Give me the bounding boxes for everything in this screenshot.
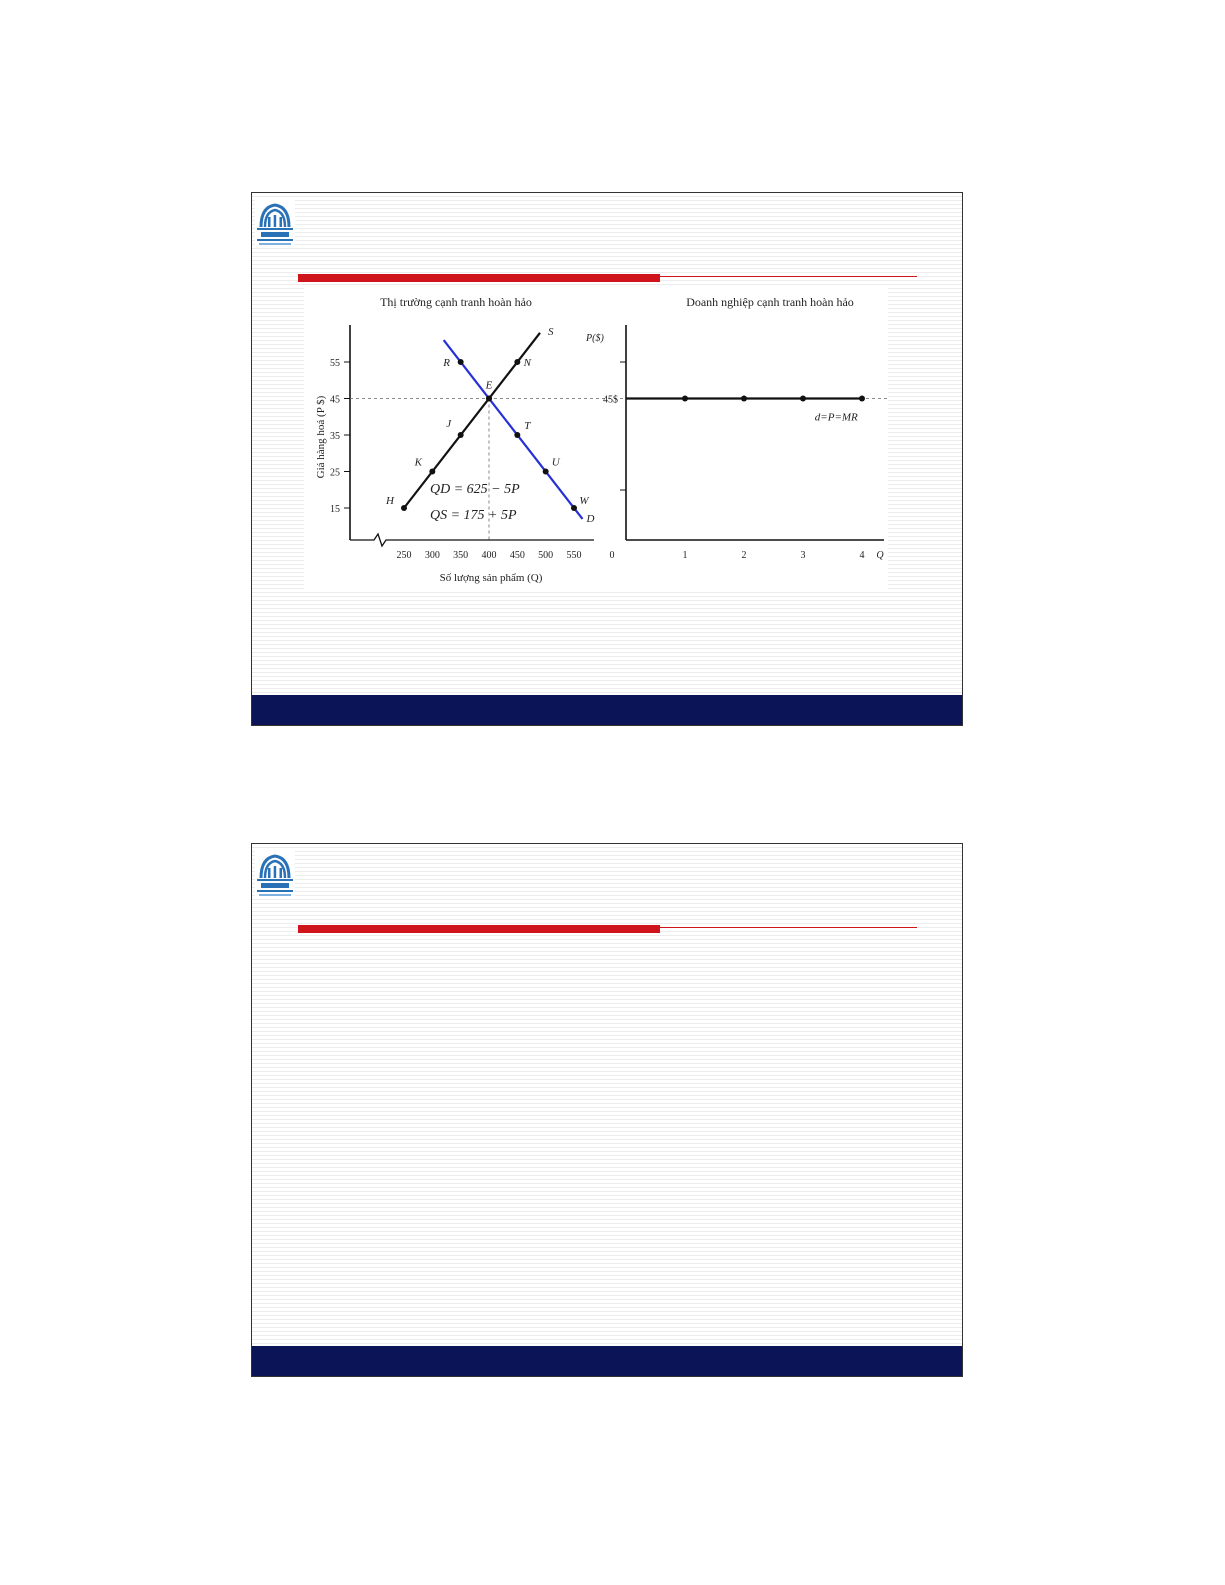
market-x-tick-label: 450 <box>509 550 525 561</box>
firm-series-label: d=P=MR <box>814 411 858 424</box>
market-figure-svg <box>304 285 888 591</box>
slide-footer-bar <box>252 695 962 725</box>
demand-equation: QD = 625 − 5P <box>430 482 520 497</box>
market-y-tick-label: 25 <box>330 467 340 479</box>
supply-point-K <box>429 469 435 475</box>
market-y-tick-label: 45 <box>330 394 340 406</box>
header-rule-thin <box>660 276 917 277</box>
market-x-tick-label: 500 <box>538 550 554 561</box>
firm-x-tick-label: 3 <box>800 550 806 561</box>
firm-x-tick-label: 1 <box>682 550 688 561</box>
university-logo-icon <box>255 197 295 247</box>
point-label-K: K <box>414 456 423 469</box>
market-chart-ylabel: Giá hàng hoá (P $) <box>315 395 327 479</box>
demand-point-W <box>571 505 577 511</box>
point-label-U: U <box>551 456 560 469</box>
firm-x-tick-label: 4 <box>859 550 865 561</box>
point-label-R: R <box>443 357 451 369</box>
demand-point-T <box>514 432 520 438</box>
demand-point-E <box>486 396 492 402</box>
supply-label: S <box>548 325 554 338</box>
firm-chart-title: Doanh nghiệp cạnh tranh hoàn hảo <box>686 295 854 309</box>
supply-point-H <box>401 505 407 511</box>
market-figure <box>304 285 888 591</box>
firm-chart-ylabel: P($) <box>586 333 604 344</box>
header-rule-thick <box>298 925 660 933</box>
point-label-T: T <box>524 420 531 432</box>
demand-label: D <box>586 512 595 525</box>
firm-x-axis-label: Q <box>876 550 884 561</box>
firm-point-1 <box>682 396 688 402</box>
firm-point-4 <box>859 396 865 402</box>
firm-point-2 <box>741 396 747 402</box>
market-x-tick-label: 300 <box>424 550 440 561</box>
point-label-W: W <box>579 495 589 507</box>
market-y-tick-label: 55 <box>330 358 340 369</box>
firm-point-3 <box>800 396 806 402</box>
slide-1 <box>251 192 963 726</box>
market-y-tick-label: 15 <box>330 504 340 515</box>
point-label-H: H <box>386 495 394 507</box>
market-y-tick-label: 35 <box>330 431 340 442</box>
header-rule-thin <box>660 927 917 928</box>
slide-footer-bar <box>252 1346 962 1376</box>
demand-point-R <box>458 359 464 365</box>
market-x-tick-label: 550 <box>566 550 582 561</box>
market-chart-title: Thị trường cạnh tranh hoàn hảo <box>380 295 532 309</box>
header-rule-thick <box>298 274 660 282</box>
firm-x-tick-label: 0 <box>609 550 615 561</box>
market-chart-xlabel: Số lượng sản phẩm (Q) <box>439 572 543 584</box>
supply-equation: QS = 175 + 5P <box>430 508 517 523</box>
market-x-tick-label: 350 <box>453 550 469 561</box>
firm-chart <box>585 295 884 561</box>
supply-point-N <box>514 359 520 365</box>
firm-y-tick-label: 45$ <box>603 394 618 406</box>
market-x-tick-label: 250 <box>396 550 412 561</box>
firm-x-tick-label: 2 <box>741 550 747 561</box>
point-label-N: N <box>523 357 532 369</box>
point-label-E: E <box>485 379 493 392</box>
market-x-tick-label: 400 <box>481 550 497 561</box>
point-label-J: J <box>446 418 452 430</box>
supply-point-J <box>458 432 464 438</box>
slide-2 <box>251 843 963 1377</box>
demand-point-U <box>543 469 549 475</box>
market-x-axis-break <box>350 534 594 546</box>
university-logo-icon <box>255 848 295 898</box>
